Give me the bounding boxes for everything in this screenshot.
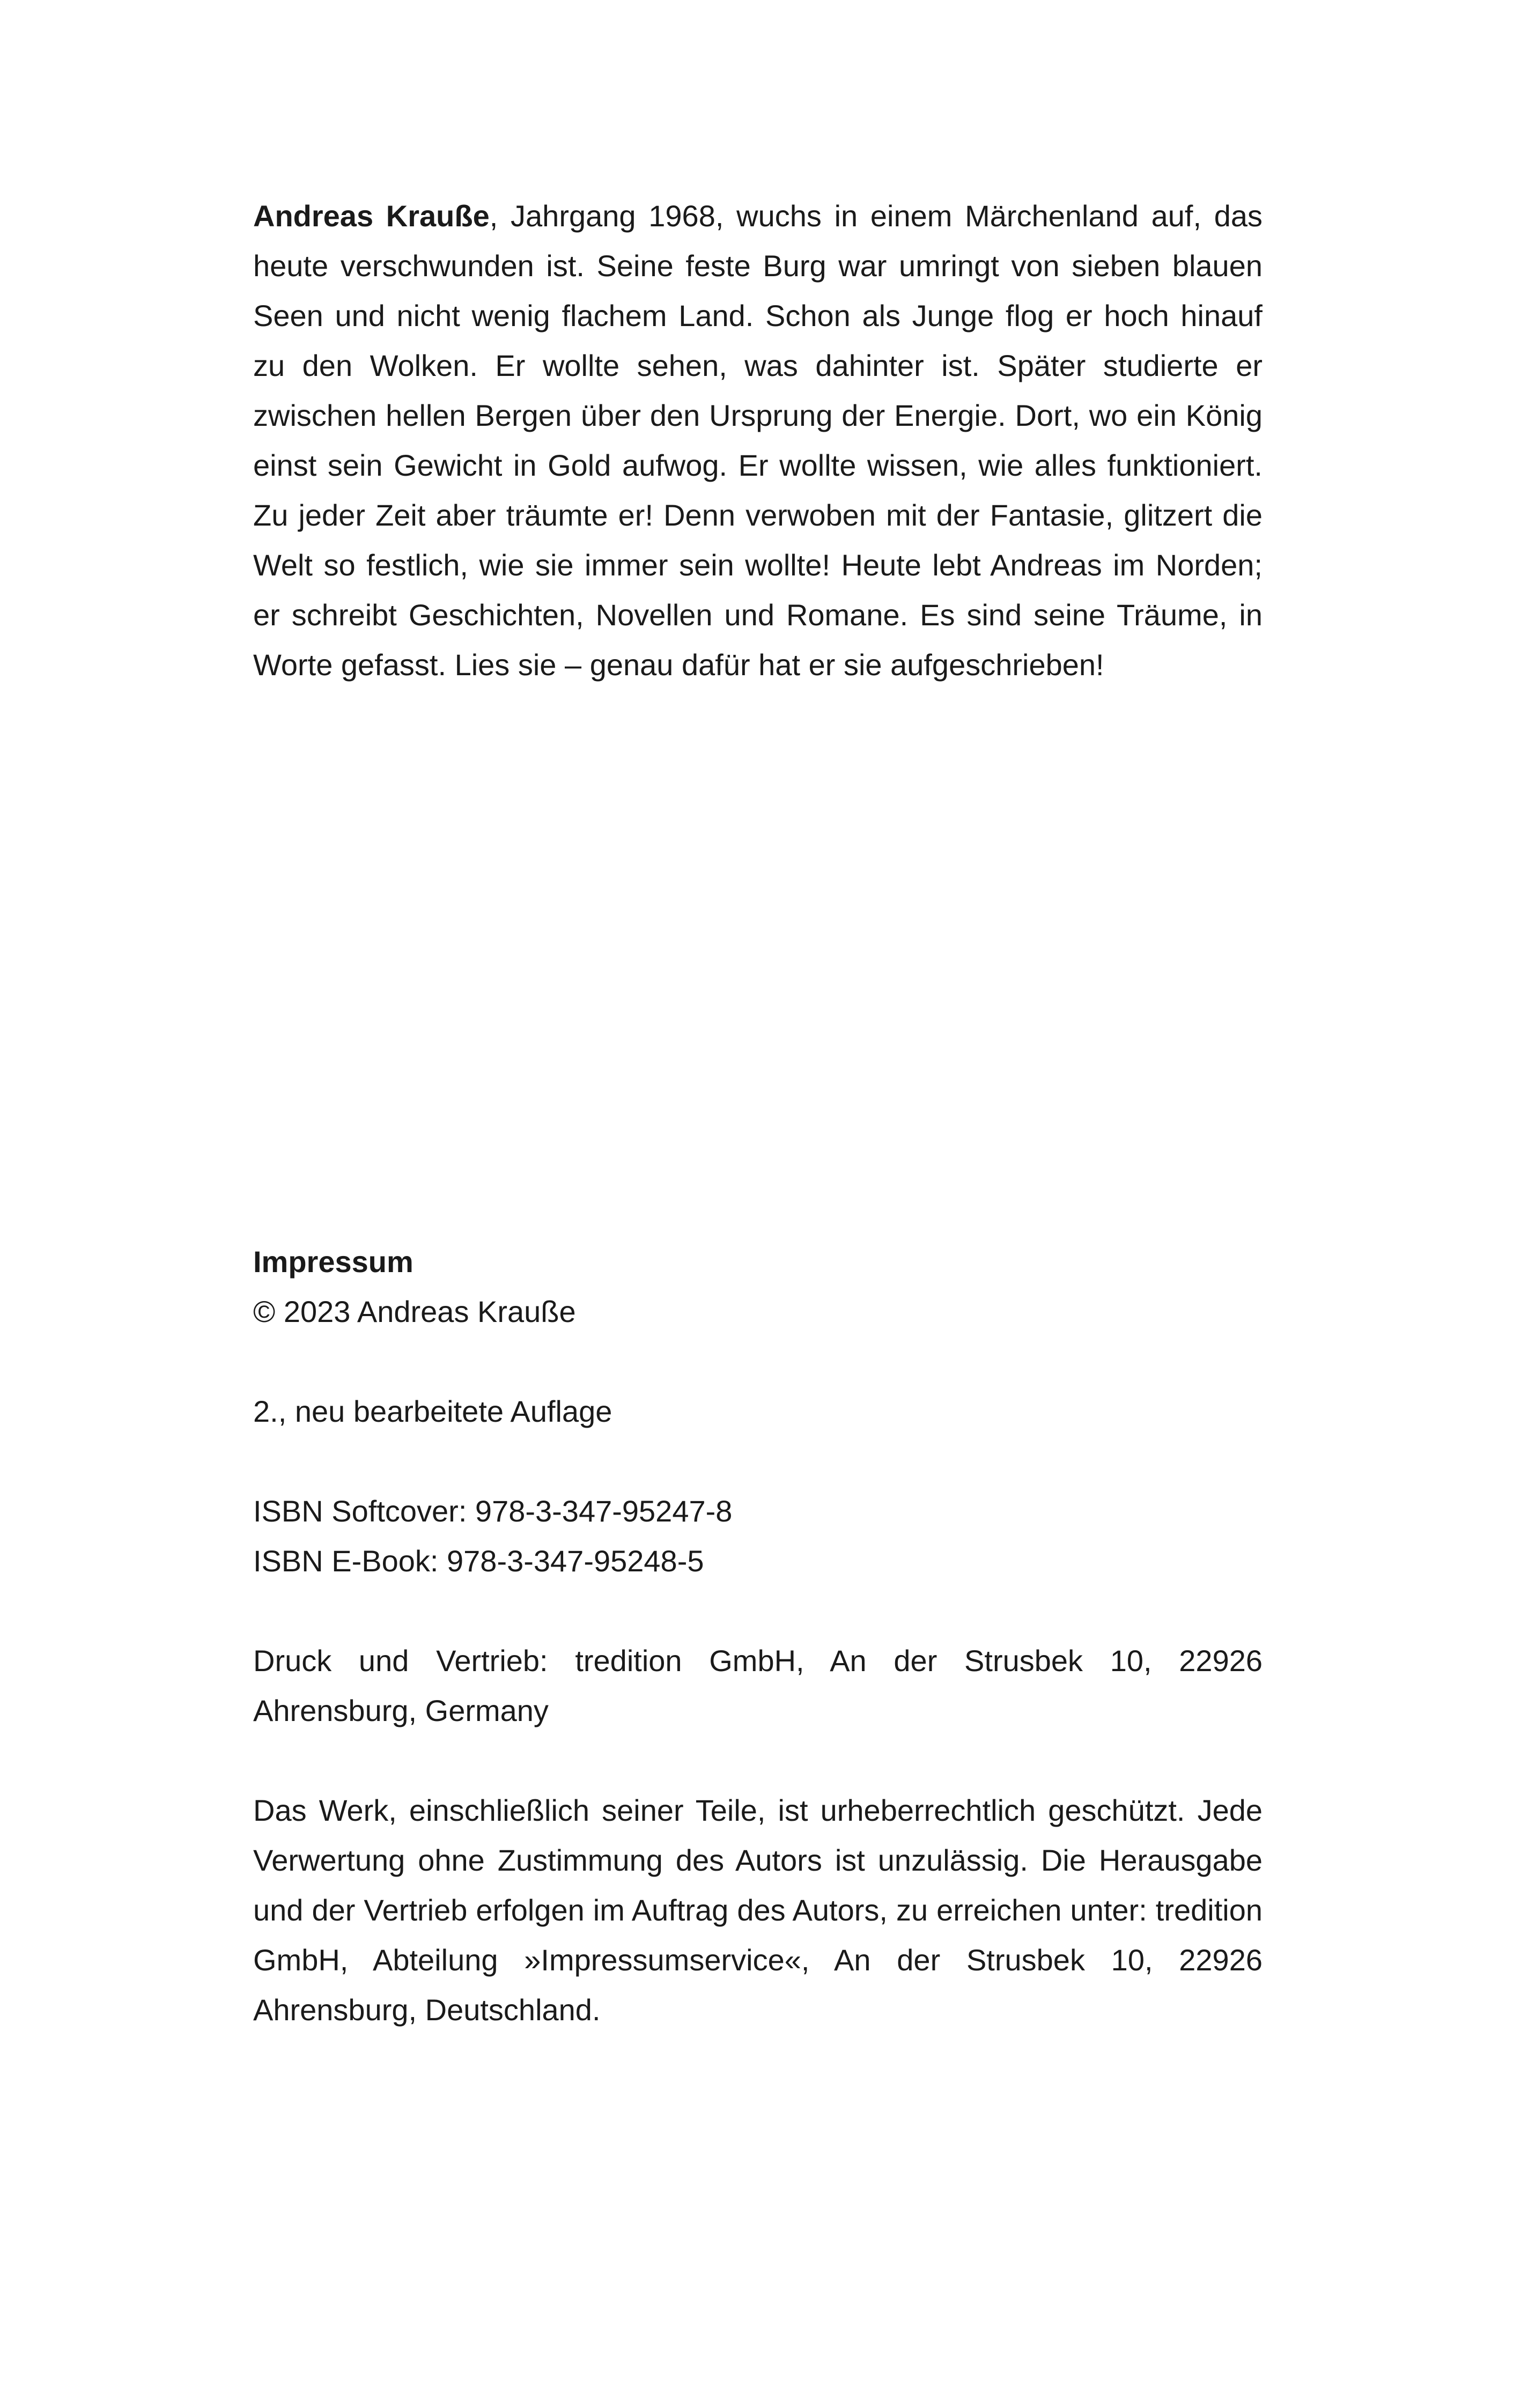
spacer [253, 1336, 1262, 1386]
author-bio [253, 191, 1262, 690]
print-distribution: Druck und Vertrieb: tredition GmbH, An der Strusbek 10, 22926 Ahrensburg, Germany [253, 1644, 1262, 1727]
impressum-title: Impressum [253, 1245, 414, 1279]
isbn-ebook: ISBN E-Book: 978-3-347-95248-5 [253, 1544, 704, 1578]
isbn-softcover: ISBN Softcover: 978-3-347-95247-8 [253, 1494, 733, 1528]
impressum-section [253, 1237, 1262, 2035]
spacer [253, 1586, 1262, 1636]
author-bio-text: , Jahrgang 1968, wuchs in einem Märchenland auf, das heute verschwunden ist. Seine feste Burg war umringt von sieben blauen Seen und nicht wenig flachem Land. Schon als Junge flog er hoch hinauf zu den Wolken. Er wollte sehen, was dahinter ist. Später studierte er zwischen hellen Bergen über den Ursprung der Energie. Dort, wo ein König einst sein Gewicht in Gold aufwog. Er wollte wissen, wie alles funktioniert. Zu jeder Zeit aber träumte er! Denn verwoben mit der Fantasie, glitzert die Welt so festlich, wie sie immer sein wollte! Heute lebt Andreas im Norden; er schreibt Geschichten, Novellen und Romane. Es sind seine Träume, in Worte gefasst. Lies sie – genau dafür hat er sie aufgeschrieben! [253, 199, 1263, 682]
spacer [253, 1735, 1262, 1785]
author-name: Andreas Krauße [253, 199, 490, 233]
legal-notice: Das Werk, einschließlich seiner Teile, ist urheberrechtlich geschützt. Jede Verwertung ohne Zustimmung des Autors ist unzulässig. Die Herausgabe und der Vertrieb erfolgen im Auftrag des Autors, zu erreichen unter: tredition GmbH, Abteilung »Impressumservice«, An der Strusbek 10, 22926 Ahrensburg, Deutschland. [253, 1793, 1262, 2027]
spacer [253, 1436, 1262, 1486]
edition-line: 2., neu bearbeitete Auflage [253, 1394, 612, 1428]
copyright-line: © 2023 Andreas Krauße [253, 1295, 576, 1328]
